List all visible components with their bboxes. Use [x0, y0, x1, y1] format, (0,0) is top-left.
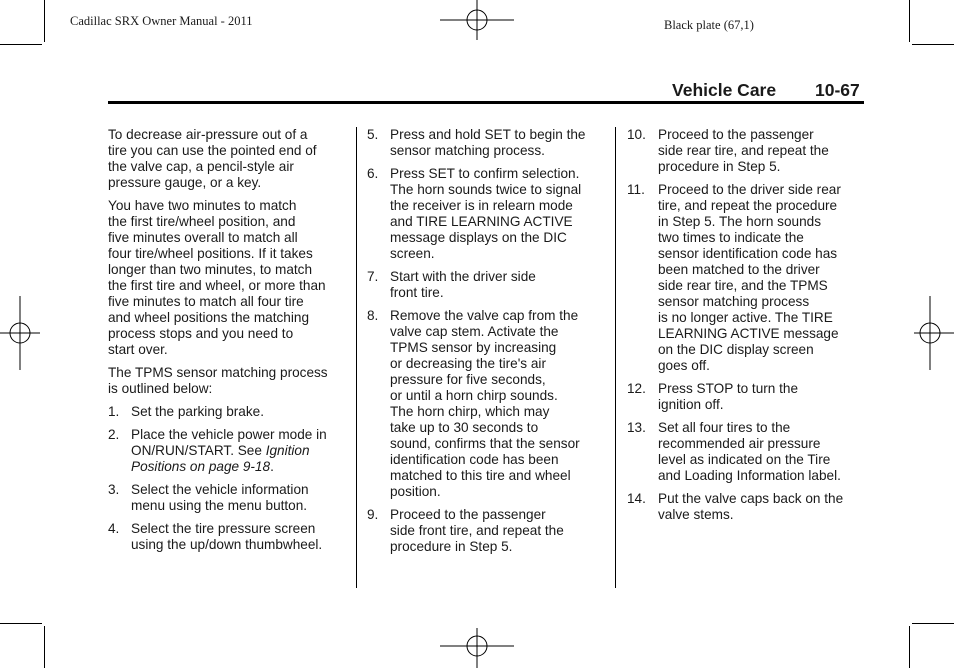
text-line: Set the parking brake. — [131, 404, 264, 419]
step-number: 6. — [367, 166, 379, 181]
column-3 — [627, 127, 863, 530]
step-text — [390, 269, 607, 301]
plate-label: Black plate (67,1) — [664, 18, 754, 32]
text-line: message displays on the DIC — [390, 230, 567, 245]
registration-mark-left — [0, 296, 42, 370]
list-item — [367, 269, 607, 301]
text-line: Press SET to confirm selection. — [390, 166, 580, 181]
column-divider — [615, 127, 616, 588]
list-item — [367, 308, 607, 500]
text-line: screen. — [390, 246, 435, 261]
step-number: 1. — [108, 404, 120, 419]
text-line: been matched to the driver — [658, 262, 820, 277]
text-line: five minutes overall to match all — [108, 230, 298, 245]
text-line: pressure gauge, or a key. — [108, 175, 262, 190]
text-line: the first tire/wheel position, and — [108, 214, 296, 229]
text-line: the valve cap, a pencil-style air — [108, 159, 294, 174]
crop-mark — [909, 626, 910, 668]
text-line: tire, and repeat the procedure — [658, 198, 838, 213]
section-title: Vehicle Care — [672, 80, 777, 100]
step-number: 8. — [367, 308, 379, 323]
text-line: tire you can use the pointed end of — [108, 143, 317, 158]
text-line: side rear tire, and repeat the — [658, 143, 829, 158]
step-text — [131, 427, 348, 475]
text-line: identification code has been — [390, 452, 559, 467]
list-item — [627, 127, 863, 175]
text-line: procedure in Step 5. — [658, 159, 781, 174]
step-text — [131, 482, 348, 514]
list-item — [108, 427, 348, 475]
text-line: side front tire, and repeat the — [390, 523, 564, 538]
text-line: the receiver is in relearn mode — [390, 198, 573, 213]
text-line: To decrease air-pressure out of a — [108, 127, 308, 142]
text-line: using the up/down thumbwheel. — [131, 537, 323, 552]
step-text — [131, 521, 348, 553]
crop-mark — [909, 0, 910, 42]
text-line: Select the vehicle information — [131, 482, 309, 497]
text-line: ON/RUN/START. See Ignition — [131, 443, 310, 458]
list-item — [367, 127, 607, 159]
column-divider — [356, 127, 357, 588]
step-text — [390, 308, 607, 500]
list-item — [367, 166, 607, 262]
text-line: Press STOP to turn the — [658, 381, 799, 396]
text-line: Start with the driver side — [390, 269, 536, 284]
text-line: matched to this tire and wheel — [390, 468, 571, 483]
text-line: sensor identification code has — [658, 246, 838, 261]
text-line: Proceed to the driver side rear — [658, 182, 841, 197]
step-number: 10. — [627, 127, 646, 142]
text-line: on the DIC display screen — [658, 342, 814, 357]
text-line: valve cap stem. Activate the — [390, 324, 559, 339]
paragraph — [108, 198, 348, 358]
text-line: sensor matching process. — [390, 143, 545, 158]
text-line: The horn sounds twice to signal — [390, 182, 582, 197]
step-text — [658, 127, 863, 175]
step-text — [390, 127, 607, 159]
paragraph — [108, 365, 348, 397]
text-line: four tire/wheel positions. If it takes — [108, 246, 313, 261]
text-line: five minutes to match all four tire — [108, 294, 304, 309]
text-line: sensor matching process — [658, 294, 810, 309]
text-line: The TPMS sensor matching process — [108, 365, 328, 380]
text-line: pressure for five seconds, — [390, 372, 546, 387]
text-line: or until a horn chirp sounds. — [390, 388, 558, 403]
text-line: goes off. — [658, 358, 710, 373]
column-1 — [108, 127, 348, 560]
step-text — [131, 404, 348, 420]
crop-mark — [0, 44, 42, 45]
list-item — [108, 404, 348, 420]
crop-mark — [44, 0, 45, 42]
step-number: 4. — [108, 521, 120, 536]
text-line: is no longer active. The TIRE — [658, 310, 833, 325]
manual-title: Cadillac SRX Owner Manual - 2011 — [70, 14, 253, 28]
step-text — [390, 507, 607, 555]
step-text — [390, 166, 607, 262]
text-line: You have two minutes to match — [108, 198, 297, 213]
text-line: two times to indicate the — [658, 230, 804, 245]
text-line: the first tire and wheel, or more than — [108, 278, 326, 293]
text-line: Remove the valve cap from the — [390, 308, 579, 323]
text-line: is outlined below: — [108, 381, 213, 396]
text-line: and wheel positions the matching — [108, 310, 310, 325]
text-line: recommended air pressure — [658, 436, 821, 451]
text-line: procedure in Step 5. — [390, 539, 513, 554]
step-number: 5. — [367, 127, 379, 142]
page-number: 10-67 — [815, 80, 860, 100]
step-number: 14. — [627, 491, 646, 506]
list-item — [108, 482, 348, 514]
header-rule — [108, 101, 864, 104]
step-text — [658, 420, 863, 484]
step-text — [658, 491, 863, 523]
text-line: Put the valve caps back on the — [658, 491, 844, 506]
text-line: front tire. — [390, 285, 444, 300]
text-line: Select the tire pressure screen — [131, 521, 316, 536]
text-line: Set all four tires to the — [658, 420, 791, 435]
crop-mark — [912, 44, 954, 45]
text-line: The horn chirp, which may — [390, 404, 550, 419]
registration-mark-top — [440, 0, 514, 42]
crop-mark — [44, 626, 45, 668]
step-number: 12. — [627, 381, 646, 396]
step-number: 9. — [367, 507, 379, 522]
text-line: start over. — [108, 342, 168, 357]
text-line: Proceed to the passenger — [658, 127, 814, 142]
text-line: longer than two minutes, to match — [108, 262, 313, 277]
text-line: LEARNING ACTIVE message — [658, 326, 839, 341]
step-text — [658, 182, 863, 374]
paragraph — [108, 127, 348, 191]
list-item — [108, 521, 348, 553]
text-line: take up to 30 seconds to — [390, 420, 539, 435]
column-2 — [367, 127, 607, 562]
text-line: Positions on page 9-18. — [131, 459, 274, 474]
list-item — [627, 491, 863, 523]
crop-mark — [912, 623, 954, 624]
text-line: and TIRE LEARNING ACTIVE — [390, 214, 573, 229]
step-number: 2. — [108, 427, 120, 442]
text-line: side rear tire, and the TPMS — [658, 278, 828, 293]
text-line: position. — [390, 484, 441, 499]
text-line: in Step 5. The horn sounds — [658, 214, 821, 229]
step-number: 11. — [627, 182, 645, 197]
registration-mark-bottom — [440, 626, 514, 668]
text-line: or decreasing the tire's air — [390, 356, 546, 371]
crop-mark — [0, 623, 42, 624]
registration-mark-right — [912, 296, 954, 370]
text-line: ignition off. — [658, 397, 724, 412]
text-line: valve stems. — [658, 507, 734, 522]
text-line: process stops and you need to — [108, 326, 294, 341]
list-item — [367, 507, 607, 555]
text-line: sound, confirms that the sensor — [390, 436, 580, 451]
text-line: Proceed to the passenger — [390, 507, 546, 522]
step-number: 3. — [108, 482, 120, 497]
list-item — [627, 182, 863, 374]
text-line: and Loading Information label. — [658, 468, 841, 483]
step-text — [658, 381, 863, 413]
text-line: Place the vehicle power mode in — [131, 427, 327, 442]
list-item — [627, 420, 863, 484]
step-number: 13. — [627, 420, 646, 435]
list-item — [627, 381, 863, 413]
text-line: Press and hold SET to begin the — [390, 127, 586, 142]
step-number: 7. — [367, 269, 379, 284]
text-line: menu using the menu button. — [131, 498, 308, 513]
text-line: level as indicated on the Tire — [658, 452, 831, 467]
text-line: TPMS sensor by increasing — [390, 340, 557, 355]
